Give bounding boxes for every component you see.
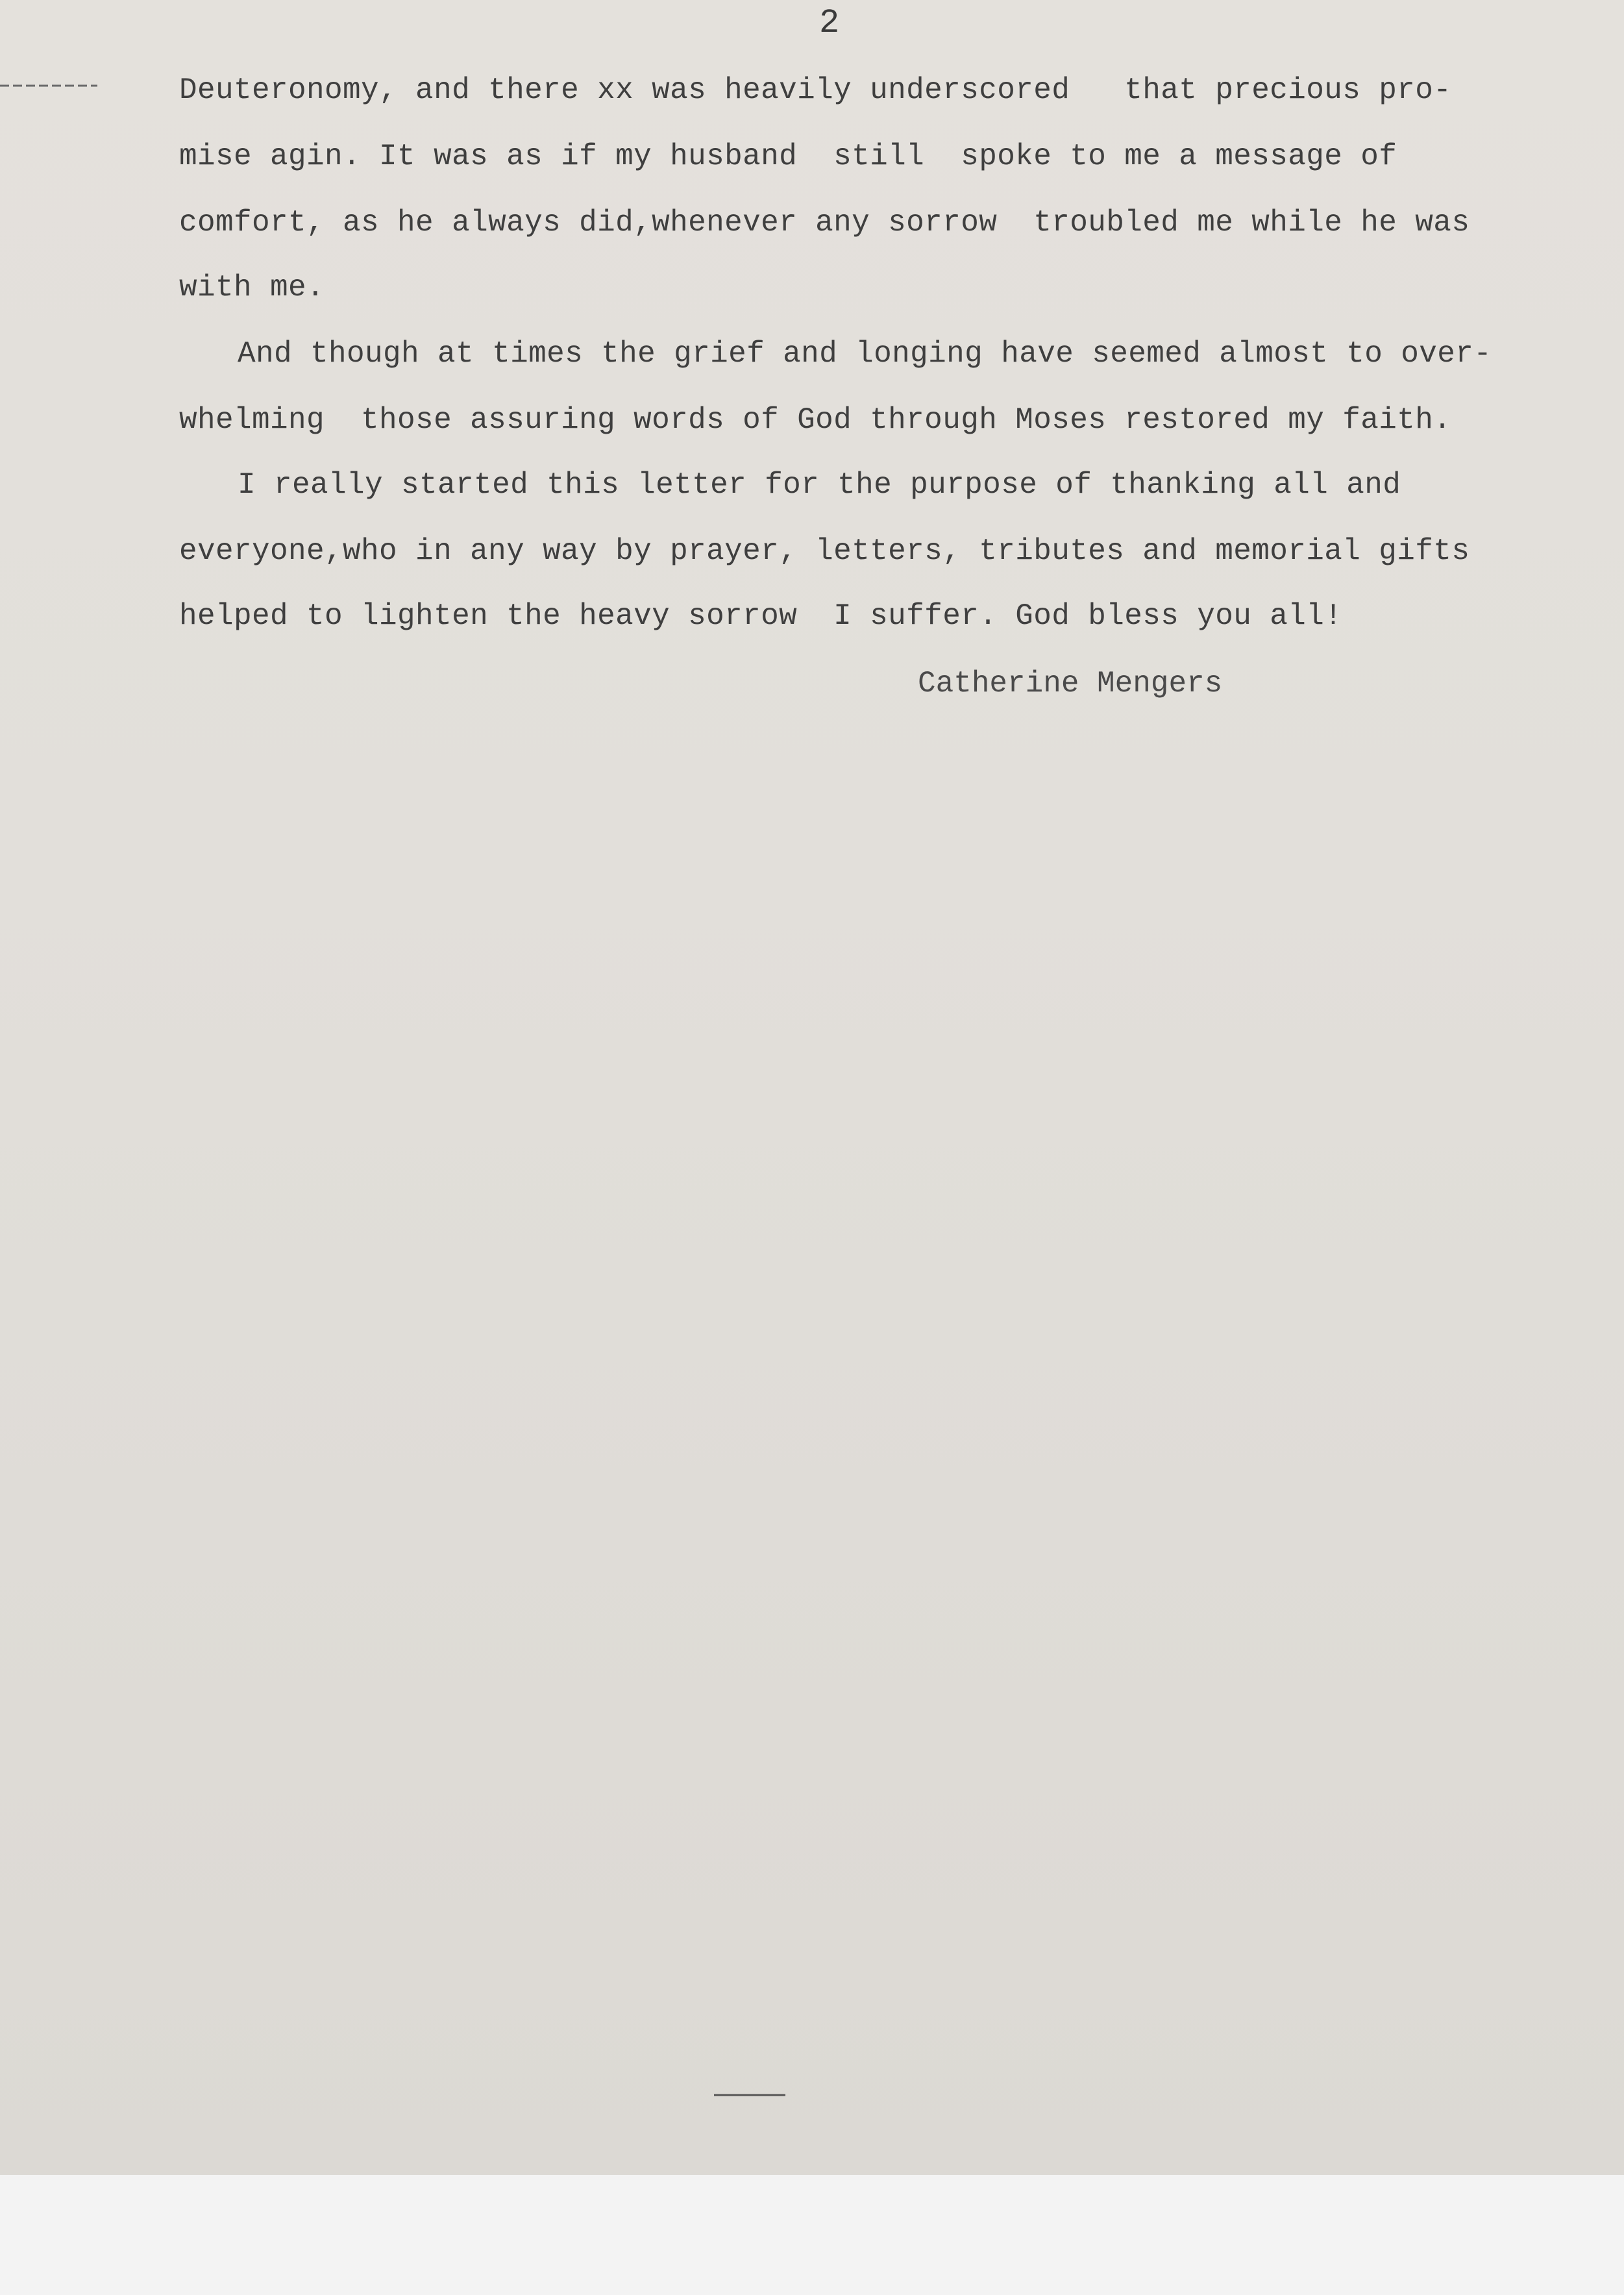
text-line: helped to lighten the heavy sorrow I suffer. God bless you all! bbox=[179, 599, 1343, 633]
scanner-background bbox=[0, 2175, 1624, 2295]
text-line: whelming those assuring words of God through Moses restored my faith. bbox=[179, 403, 1452, 437]
staple-mark bbox=[0, 83, 97, 88]
signature: Catherine Mengers bbox=[918, 667, 1223, 701]
text-line: mise agin. It was as if my husband still spoke to me a message of bbox=[179, 140, 1397, 173]
text-line: Deuteronomy, and there xx was heavily underscored that precious pro- bbox=[179, 73, 1452, 107]
text-line: I really started this letter for the purpose of thanking all and bbox=[238, 468, 1401, 502]
text-line: comfort, as he always did,whenever any sorrow troubled me while he was bbox=[179, 206, 1470, 240]
text-line: And though at times the grief and longing have seemed almost to over- bbox=[238, 337, 1492, 371]
ink-smudge bbox=[714, 2092, 785, 2098]
page-number: 2 bbox=[819, 4, 840, 42]
text-line: everyone,who in any way by prayer, letters, tributes and memorial gifts bbox=[179, 534, 1470, 568]
text-line: with me. bbox=[179, 271, 325, 304]
